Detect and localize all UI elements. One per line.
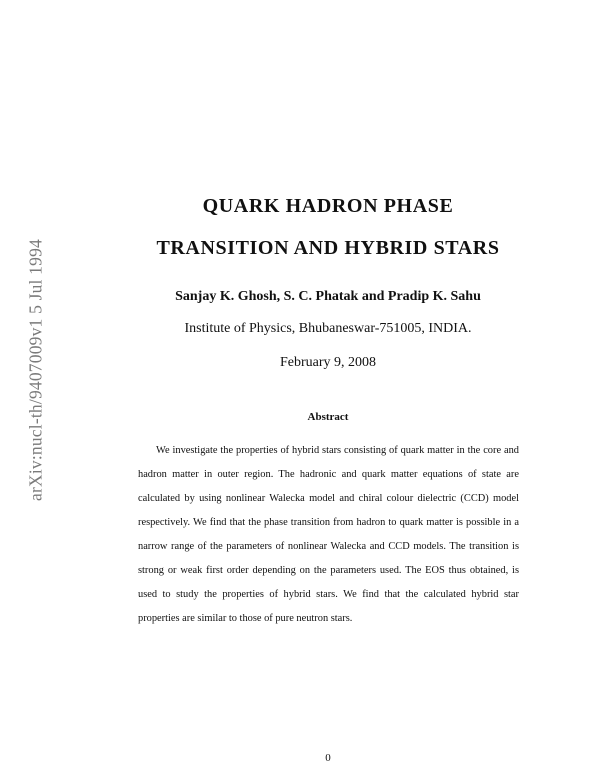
paper-date: February 9, 2008 [279, 355, 377, 370]
arxiv-identifier-stamp: arXiv:nucl-th/9407009v1 5 Jul 1994 [25, 239, 46, 501]
abstract-body: We investigate the properties of hybrid stars consisting of quark matter in the core and hadron matter in outer region. The hadronic and quark matter equations of state are calculated by using nonlinear Walecka model and chiral colour dielectric (CCD) model respectively. We find that the phase transition from hadron to quark matter is possible in a narrow range of the parameters of nonlinear Walecka and CCD models. The transition is strong or weak first order depending on the parameters used. The EOS thus obtained, is used to study the properties of hybrid stars. We find that the calculated hybrid star properties are similar to those of pure neutron stars. [138, 445, 519, 624]
author-affiliation: Institute of Physics, Bhubaneswar-751005, INDIA. [184, 321, 472, 336]
abstract-heading: Abstract [307, 411, 349, 423]
paper-title-line-2: TRANSITION AND HYBRID STARS [156, 237, 500, 259]
page-number: 0 [325, 752, 331, 764]
author-list: Sanjay K. Ghosh, S. C. Phatak and Pradip K. Sahu [175, 289, 481, 304]
paper-title-line-1: QUARK HADRON PHASE [202, 195, 454, 217]
